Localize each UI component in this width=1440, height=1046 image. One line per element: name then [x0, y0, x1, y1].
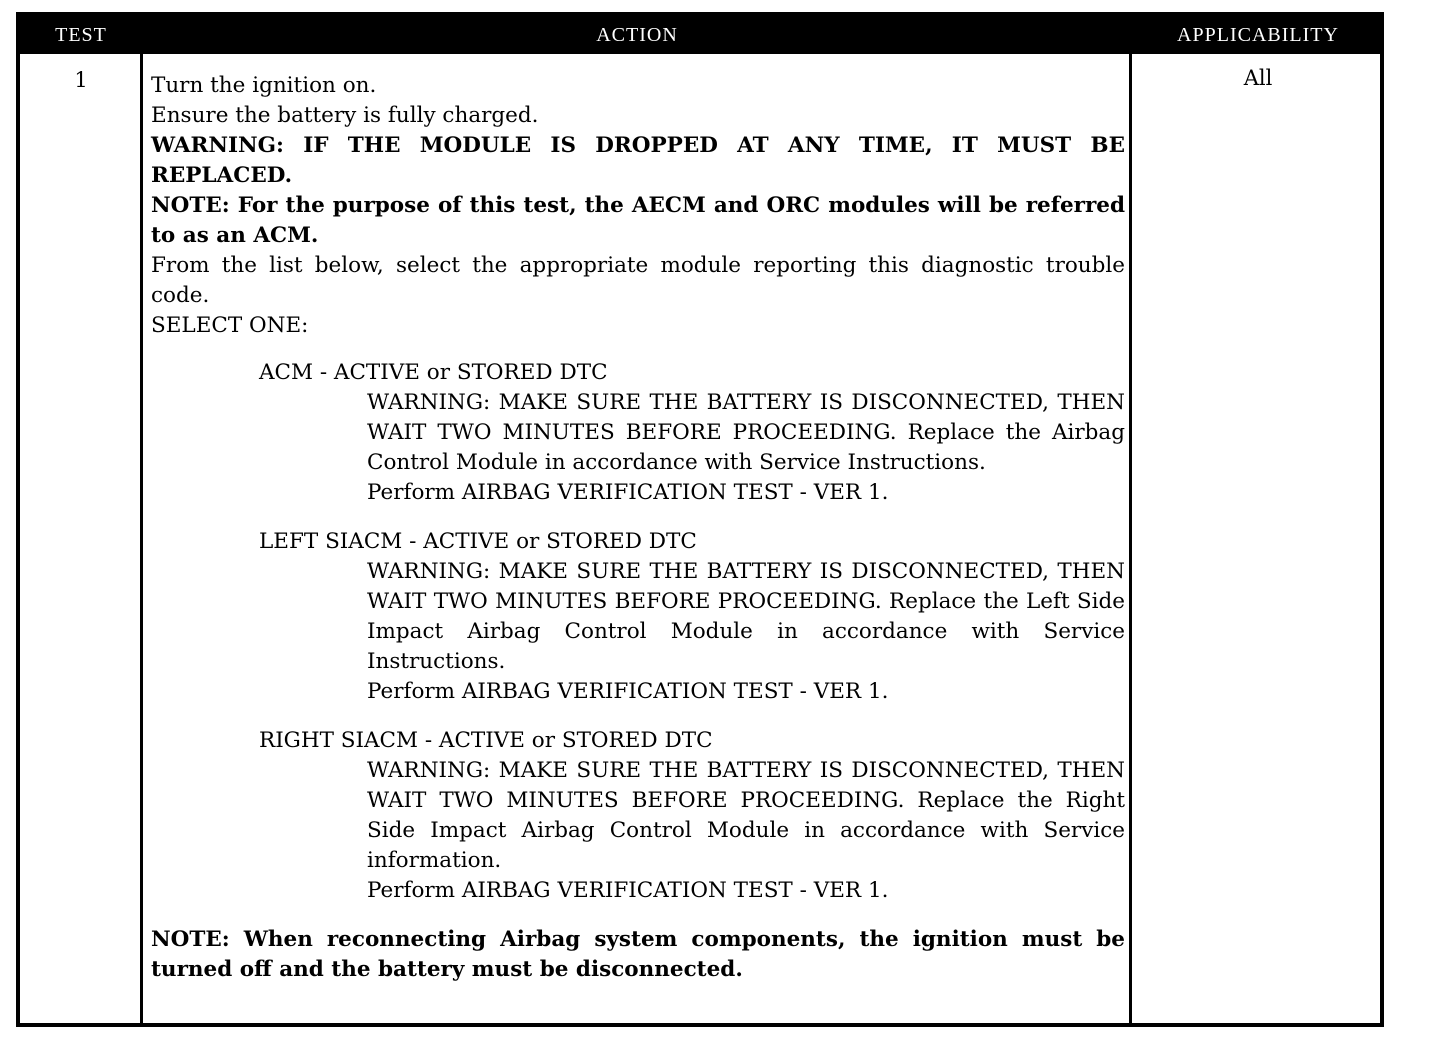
- action-cell: [151, 71, 1125, 985]
- column-divider-test: [140, 54, 143, 1023]
- option-warning: WARNING: MAKE SURE THE BATTERY IS DISCONNECTED, THEN WAIT TWO MINUTES BEFORE PROCEEDING. Replace the Right Side Impact Airbag Control Module in accordance with Service information.: [367, 758, 1125, 873]
- header-action: ACTION: [596, 24, 678, 46]
- option-perform: Perform AIRBAG VERIFICATION TEST - VER 1.: [367, 480, 889, 505]
- option-warning: WARNING: MAKE SURE THE BATTERY IS DISCONNECTED, THEN WAIT TWO MINUTES BEFORE PROCEEDING. Replace the Airbag Control Module in accordance with Service Instructions.: [367, 390, 1125, 475]
- option-right-siacm: [259, 726, 1125, 906]
- select-one-label: SELECT ONE:: [151, 313, 309, 338]
- option-perform: Perform AIRBAG VERIFICATION TEST - VER 1.: [367, 878, 889, 903]
- action-line-battery: Ensure the battery is fully charged.: [151, 103, 539, 128]
- option-perform: Perform AIRBAG VERIFICATION TEST - VER 1.: [367, 679, 889, 704]
- table-header: [20, 16, 1380, 54]
- reconnect-note: NOTE: When reconnecting Airbag system components, the ignition must be turned off and the battery must be disconnected.: [151, 927, 1125, 982]
- option-title: ACM - ACTIVE or STORED DTC: [259, 360, 608, 385]
- acm-note: NOTE: For the purpose of this test, the AECM and ORC modules will be referred to as an ACM.: [151, 193, 1125, 248]
- option-left-siacm: [259, 527, 1125, 707]
- column-divider-applicability: [1129, 54, 1132, 1023]
- action-line-ignition: Turn the ignition on.: [151, 73, 377, 98]
- test-number: 1: [74, 68, 88, 92]
- option-acm: [259, 358, 1125, 508]
- selection-instruction: From the list below, select the appropriate module reporting this diagnostic trouble code.: [151, 253, 1125, 308]
- header-applicability: APPLICABILITY: [1177, 24, 1339, 46]
- module-drop-warning: WARNING: IF THE MODULE IS DROPPED AT ANY TIME, IT MUST BE REPLACED.: [151, 133, 1125, 188]
- applicability-value: All: [1243, 66, 1273, 90]
- diagnostic-test-table: [16, 12, 1384, 1027]
- option-title: RIGHT SIACM - ACTIVE or STORED DTC: [259, 728, 713, 753]
- option-warning: WARNING: MAKE SURE THE BATTERY IS DISCONNECTED, THEN WAIT TWO MINUTES BEFORE PROCEEDING. Replace the Left Side Impact Airbag Control Module in accordance with Service Instructions.: [367, 559, 1125, 674]
- header-test: TEST: [55, 24, 107, 46]
- option-title: LEFT SIACM - ACTIVE or STORED DTC: [259, 529, 697, 554]
- module-options: [151, 358, 1125, 906]
